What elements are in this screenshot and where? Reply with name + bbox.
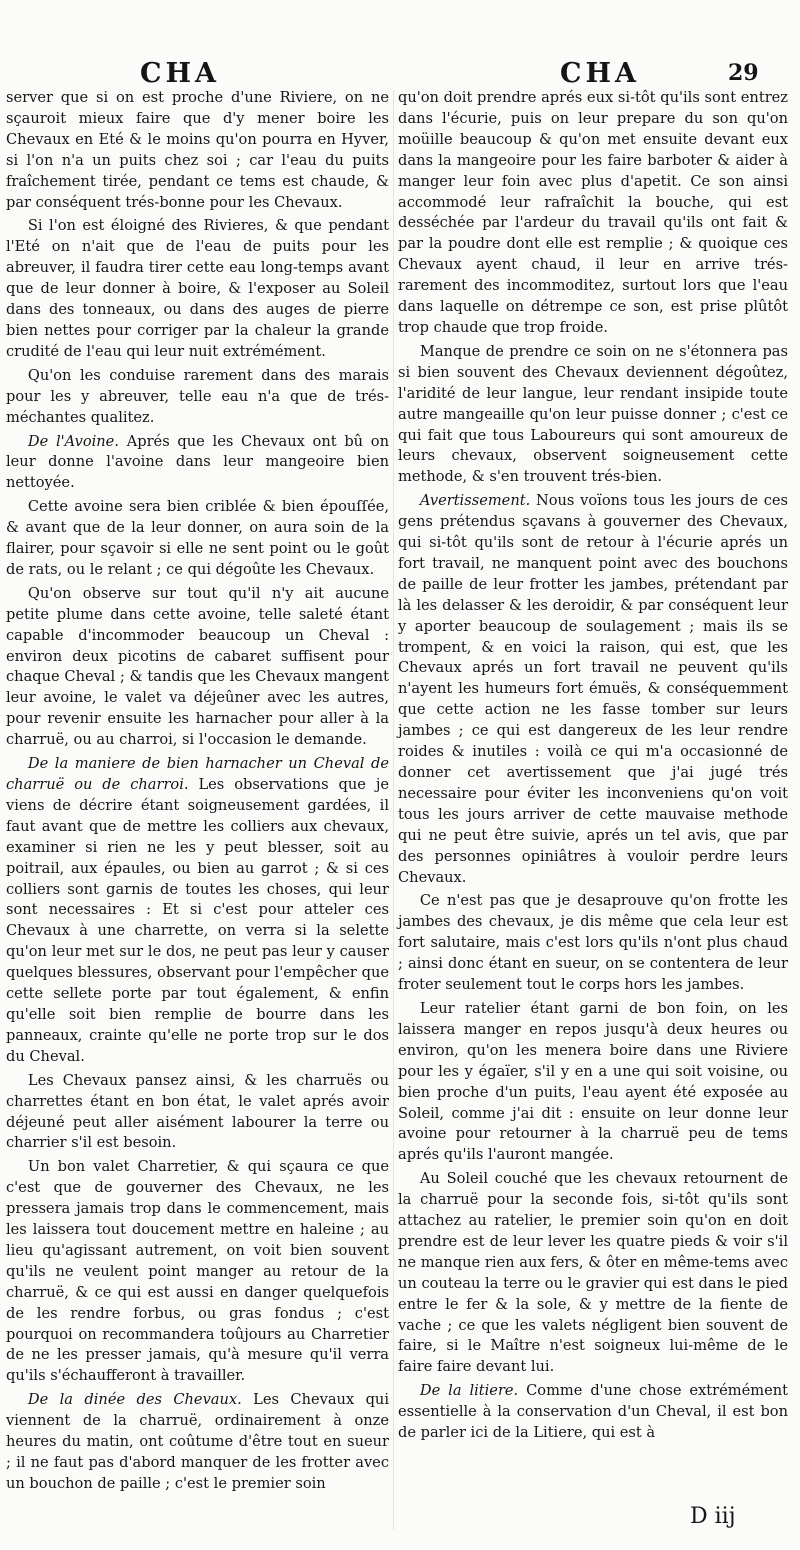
running-head-right: CHA xyxy=(560,58,640,89)
paragraph: Cette avoine sera bien criblée & bien épouſſée, & avant que de la leur donner, on aura soin de la flairer, pour sçavoir si elle ne sent point ou le goût de rats, ou le relant ; ce qui dégoûte les Chevaux. xyxy=(6,498,389,578)
section-heading: De la litiere. xyxy=(419,1382,519,1400)
paragraph: Un bon valet Charretier, & qui sçaura ce que c'est que de gouverner des Chevaux, ne les pressera jamais trop dans le commencement, mais les laissera tout doucement mettre en haleine ; au lieu qu'agissant autrement, on voit bien souvent qu'ils ne veulent point manger au retour de la charruë, & ce qui est aussi en danger quelquefois de les rendre forbus, ou gras fondus ; c'est pourquoi on recommandera toûjours au Charretier de ne les presser jamais, qu'à mesure qu'il verra qu'ils s'échaufferont à travailler. xyxy=(6,1158,389,1385)
section-heading: De l'Avoine. xyxy=(27,432,119,450)
paragraph: Qu'on observe sur tout qu'il n'y ait aucune petite plume dans cette avoine, telle saleté étant capable d'incommoder beaucoup un Cheval : environ deux picotins de cabaret suffisent pour chaque Cheval ; & tandis que les Chevaux mangent leur avoine, le valet va déjeûner avec les autres, pour revenir ensuite les harnacher pour aller à la charruë, ou au charroi, si l'occasion le demande. xyxy=(6,584,389,749)
right-column xyxy=(398,88,788,1444)
section-heading: De la dinée des Chevaux. xyxy=(27,1391,242,1409)
paragraph: De l'Avoine. Aprés que les Chevaux ont bû on leur donne l'avoine dans leur mangeoire bien nettoyée. xyxy=(6,432,389,492)
page-number: 29 xyxy=(728,60,759,86)
paragraph: Manque de prendre ce soin on ne s'étonnera pas si bien souvent des Chevaux deviennent dégoûtez, l'aridité de leur langue, leur rendant insipide toute autre mangeaille qu'on leur puisse donner ; c'est ce qui fait que tous Laboureurs qui sont amoureux de leurs chevaux, observent soigneusement cette methode, & s'en trouvent trés-bien. xyxy=(398,342,788,486)
section-heading: De la maniere de bien harnacher un Cheval de charruë ou de charroi. xyxy=(6,755,389,793)
paragraph: Leur ratelier étant garni de bon foin, on les laissera manger en repos jusqu'à deux heures ou environ, qu'on les menera boire dans une Riviere pour les y égaïer, s'il y en a une qui soit voisine, ou bien proche d'un puits, l'eau ayent été exposée au Soleil, comme j'ai dit : ensuite on leur donne leur avoine pour retourner à la charruë peu de tems aprés qu'ils l'auront mangée. xyxy=(398,999,788,1164)
section-heading: Avertissement. xyxy=(419,492,531,510)
column-gutter xyxy=(393,90,394,1530)
signature-mark: D iij xyxy=(690,1504,736,1529)
paragraph: De la litiere. Comme d'une chose extrémément essentielle à la conservation d'un Cheval, il est bon de parler ici de la Litiere, qui est à xyxy=(398,1382,788,1442)
paragraph: Qu'on les conduise rarement dans des marais pour les y abreuver, telle eau n'a que de trés-méchantes qualitez. xyxy=(6,366,389,426)
paragraph: qu'on doit prendre aprés eux si-tôt qu'ils sont entrez dans l'écurie, puis on leur prepare du son qu'on moüille beaucoup & qu'on met ensuite devant eux dans la mangeoire pour les faire barboter & aider à manger leur foin avec plus d'apetit. Ce son ainsi accommodé leur rafraîchit la bouche, qui est desséchée par l'ardeur du travail qu'ils ont fait & par la poudre dont elle est remplie ; & quoique ces Chevaux ayent chaud, il leur en arrive trés-rarement des incommoditez, surtout lors que l'eau dans laquelle on détrempe ce son, est prise plûtôt trop chaude que trop froide. xyxy=(398,89,788,336)
running-head-left: CHA xyxy=(140,58,220,89)
paragraph: Ce n'est pas que je desaprouve qu'on frotte les jambes des chevaux, je dis même que cela leur est fort salutaire, mais c'est lors qu'ils n'ont plus chaud ; ainsi donc étant en sueur, on se contentera de leur froter seulement tout le corps hors les jambes. xyxy=(398,892,788,994)
paragraph: Si l'on est éloigné des Rivieres, & que pendant l'Eté on n'ait que de l'eau de puits pour les abreuver, il faudra tirer cette eau long-temps avant que de leur donner à boire, & l'exposer au Soleil dans des tonneaux, ou dans des auges de pierre bien nettes pour corriger par la chaleur la grande crudité de l'eau qui leur nuit extrémément. xyxy=(6,217,389,360)
paragraph: De la maniere de bien harnacher un Cheval de charruë ou de charroi. Les observations que je viens de décrire étant soigneusement gardées, il faut avant que de mettre les colliers aux chevaux, examiner si rien ne les y peut blesser, soit au poitrail, aux épaules, ou bien au garrot ; & si ces colliers sont garnis de toutes les choses, qui leur sont necessaires : Et si c'est pour atteler ces Chevaux à une charrette, on verra si la selette qu'on leur met sur le dos, ne peut pas leur y causer quelques blessures, observant pour l'empêcher que cette sellete porte par tout également, & enfin qu'elle soit bien remplie de bourre dans les panneaux, crainte qu'elle ne porte trop sur le dos du Cheval. xyxy=(6,755,389,1065)
paragraph: Au Soleil couché que les chevaux retournent de la charruë pour la seconde fois, si-tôt qu'ils sont attachez au ratelier, le premier soin qu'on en doit prendre est de leur lever les quatre pieds & voir s'il ne manque rien aux fers, & ôter en même-tems avec un couteau la terre ou le gravier qui est dans le pied entre le fer & la sole, & y mettre de la fiente de vache ; ce que les valets négligent bien souvent de faire, si le Maître n'est soigneux lui-même de le faire faire devant lui. xyxy=(398,1170,788,1376)
paragraph: De la dinée des Chevaux. Les Chevaux qui viennent de la charruë, ordinairement à onze heures du matin, ont coûtume d'être tout en sueur ; il ne faut pas d'abord manquer de les frotter avec un bouchon de paille ; c'est le premier soin xyxy=(6,1391,389,1492)
left-column xyxy=(6,88,389,1495)
paragraph: server que si on est proche d'une Riviere, on ne sçauroit mieux faire que d'y mener boire les Chevaux en Eté & le moins qu'on pourra en Hyver, si l'on n'a un puits chez soi ; car l'eau du puits fraîchement tirée, pendant ce tems est chaude, & par conséquent trés-bonne pour les Chevaux. xyxy=(6,89,389,211)
paragraph: Avertissement. Nous voïons tous les jours de ces gens prétendus sçavans à gouverner des Chevaux, qui si-tôt qu'ils sont de retour à l'écurie aprés un fort travail, ne manquent point avec des bouchons de paille de leur frotter les jambes, prétendant par là les delasser & les deroidir, & par conséquent leur y aporter beaucoup de soulagement ; mais ils se trompent, & en voici la raison, qui est, que les Chevaux aprés un fort travail ne peuvent qu'ils n'ayent les humeurs fort émuës, & conséquemment que cette action ne les fasse tomber sur leurs jambes ; ce qui est dangereux de les leur rendre roides & inutiles : voilà ce qui m'a occasionné de donner cet avertissement que j'ai jugé trés necessaire pour éviter les inconveniens qu'on voit tous les jours arriver de cette mauvaise methode qui ne peut être suivie, aprés un tel avis, que par des personnes opiniâtres à vouloir perdre leurs Chevaux. xyxy=(398,492,788,886)
paragraph: Les Chevaux pansez ainsi, & les charruës ou charrettes étant en bon état, le valet aprés avoir déjeuné peut aller aisément labourer la terre ou charrier s'il est besoin. xyxy=(6,1071,389,1152)
